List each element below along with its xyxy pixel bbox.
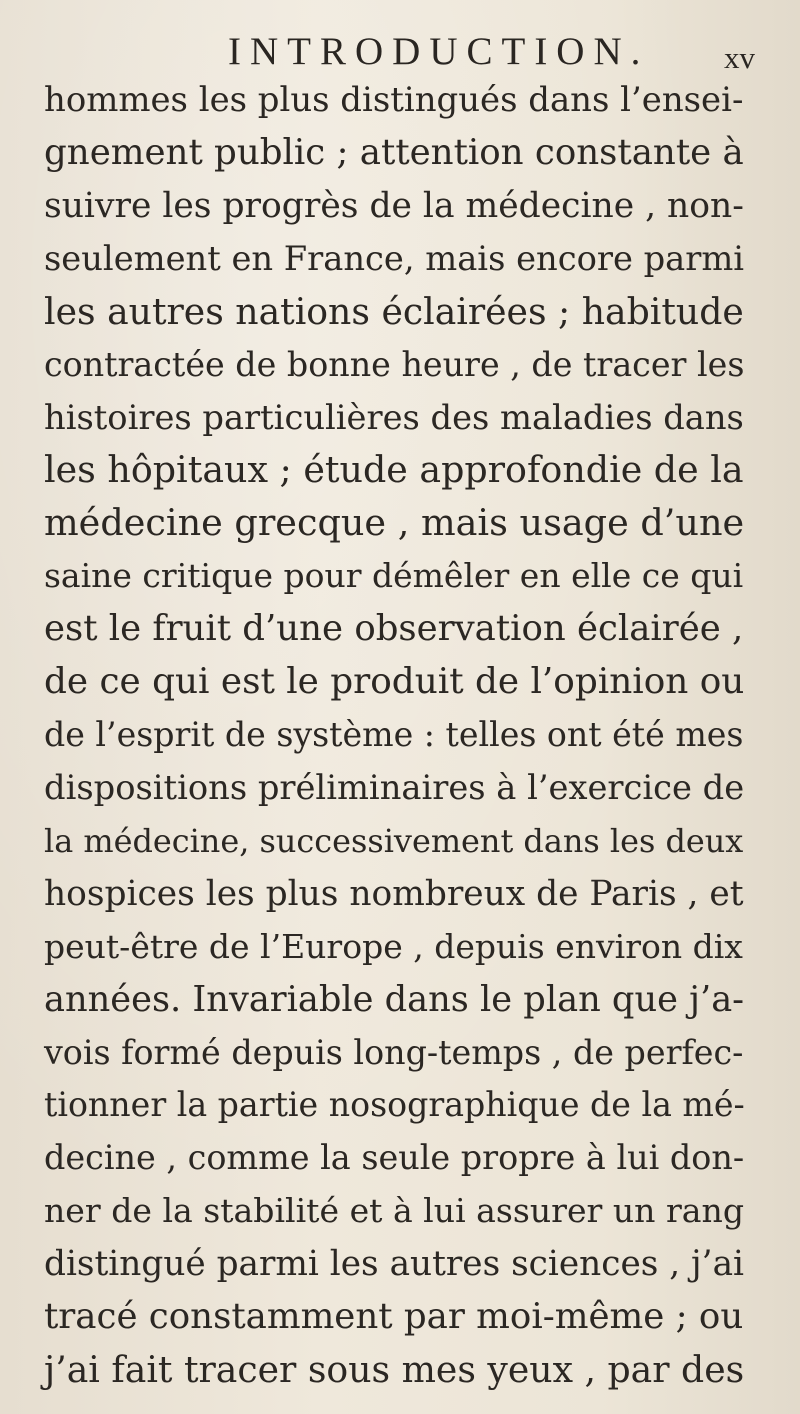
text-line: tionner la partie nosographique de la mé- [44,1085,745,1124]
text-line: hospices les plus nombreux de Paris , et [44,874,744,914]
text-line: est le fruit d’une observation éclairée , [44,608,744,649]
text-line: distingué parmi les autres sciences , j’ai [44,1244,745,1284]
text-line: peut-être de l’Europe , depuis environ dix [44,927,743,966]
text-line: histoires particulières des maladies dans [44,398,744,437]
text-line: les hôpitaux ; étude approfondie de la [44,448,744,491]
text-line: dispositions préliminaires à l’exercice de [44,768,745,807]
text-line: saine critique pour démêler en elle ce qui [44,556,744,595]
text-line: vois formé depuis long-temps , de perfec- [44,1033,744,1072]
page-number: xv [724,40,755,75]
running-head: INTRODUCTION. [228,30,650,73]
text-line: ner de la stabilité et à lui assurer un rang [44,1191,744,1230]
text-line: la médecine, successivement dans les deux [44,822,744,860]
text-line: de l’esprit de système : telles ont été mes [44,715,744,754]
text-line: seulement en France, mais encore parmi [44,239,745,278]
text-line: médecine grecque , mais usage d’une [44,501,745,544]
text-line: années. Invariable dans le plan que j’a- [44,979,745,1020]
text-line: suivre les progrès de la médecine , non- [44,186,744,226]
text-line: j’ai fait tracer sous mes yeux , par des [44,1348,745,1391]
text-line: tracé constamment par moi-même ; ou [44,1296,744,1337]
text-line: les autres nations éclairées ; habitude [44,290,744,333]
text-line: decine , comme la seule propre à lui don- [44,1138,745,1177]
text-line: gnement public ; attention constante à [44,132,744,173]
text-line: hommes les plus distingués dans l’ensei- [44,80,744,119]
text-line: contractée de bonne heure , de tracer les [44,345,745,384]
text-line: de ce qui est le produit de l’opinion ou [44,661,745,702]
